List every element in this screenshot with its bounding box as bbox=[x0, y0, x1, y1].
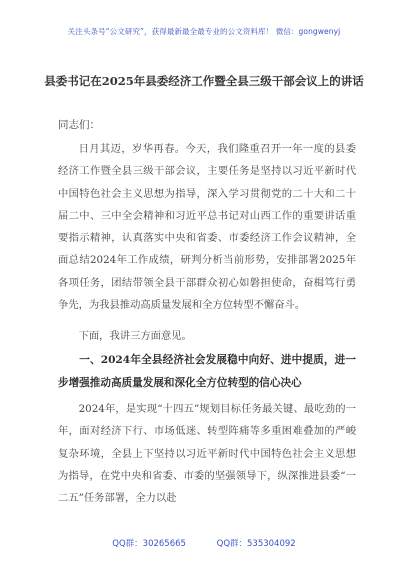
document-title: 县委书记在2025年县委经济工作暨全县三级干部会议上的讲话 bbox=[44, 74, 364, 88]
section-paragraph: 2024年，是实现“十四五”规划目标任务最关键、最吃劲的一年，面对经济下行、市场低迷、转型阵痛等多重困难叠加的严峻复杂环境，全县上下坚持以习近平新时代中国特色社会主义思想为指导，在党中央和省委、市委的坚强领导下，纵深推进县委“一二五”任务部署，全力以赴 bbox=[58, 403, 356, 505]
footer-qq-group-1: QQ群：30265665 bbox=[112, 539, 186, 549]
footer-qq-group-2: QQ群：535304092 bbox=[216, 539, 296, 549]
header-notice: 关注头条号“公文研究”，获得最新最全最专业的公文资料库！ 微信：gongwenyj bbox=[67, 27, 341, 36]
salutation: 同志们： bbox=[58, 119, 100, 131]
transition-paragraph: 下面，我讲三方面意见。 bbox=[78, 330, 192, 342]
opening-paragraph: 日月其迈，岁华再春。今天，我们隆重召开一年一度的县委经济工作暨全县三级干部会议，主要任务是坚持以习近平新时代中国特色社会主义思想为指导，深入学习贯彻党的二十大和二十届二中、三中全会精神和习近平总书记对山西工作的重要讲话重要指示精神，认真落实中央和省委、市委经济工作会议精神，全面总结2024年工作成绩，研判分析当前形势，安排部署2025年各项任务，团结带领全县干部群众初心如磐担使命，奋楫笃行勇争先，为我县推动高质量发展和全方位转型不懈奋斗。 bbox=[58, 143, 356, 312]
section-heading: 一、2024年全县经济社会发展稳中向好、进中提质，进一步增强推动高质量发展和深化全方位转型的信心决心 bbox=[58, 354, 356, 389]
footer bbox=[0, 537, 408, 549]
